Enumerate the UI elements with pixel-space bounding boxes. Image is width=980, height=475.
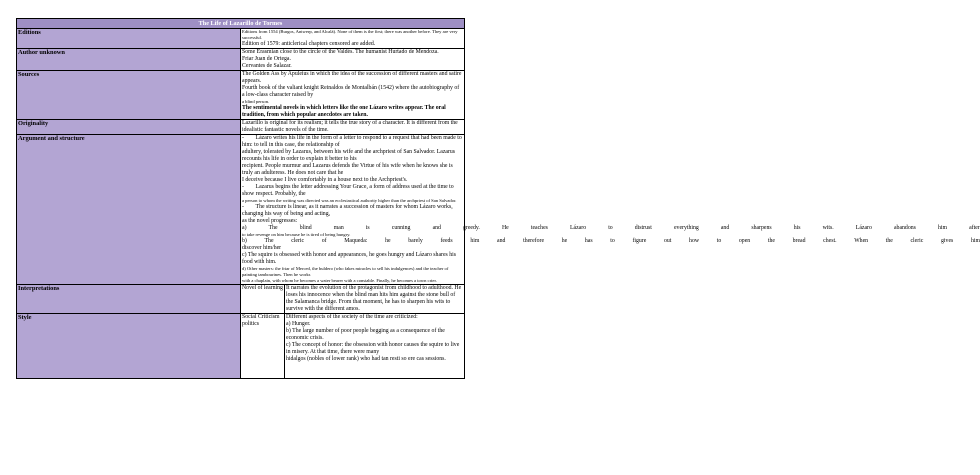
row-sources xyxy=(17,71,465,120)
b_words-word: to xyxy=(610,238,615,244)
content-sources xyxy=(241,71,465,120)
b_words-word: The xyxy=(264,238,274,244)
row-originality xyxy=(17,120,465,135)
content-editions xyxy=(241,29,465,49)
label-editions: Editions xyxy=(17,29,241,49)
b_words-word: open xyxy=(738,238,751,244)
label-style: Style xyxy=(17,314,241,379)
a_words-word: distrust xyxy=(634,225,652,231)
interpretations-type: Novel of learning xyxy=(241,285,285,313)
a_words-word: after xyxy=(969,225,980,231)
argument-p1: - Lázaro writes his life in the form of a letter to respond to a request that had been made to him: to tell in this case, the relationship of xyxy=(242,135,462,148)
argument-item-d: d) Other masters: the friar of Merced, the buldero (who fakes miracles to sell his indulgences) and the teacher of painting tambourines. Then he works xyxy=(242,266,449,277)
editions-line-1: Editions from 1554 (Burgos, Antwerp, and Alcalá). None of them is the first; there was another before. They are very successful. xyxy=(242,29,458,40)
label-author: Author unknown xyxy=(17,49,241,71)
label-sources: Sources xyxy=(17,71,241,120)
document-table-wrapper xyxy=(16,18,980,379)
sources-line-1: The Golden Ass by Apuleius in which the idea of the succession of different masters and satire appears. xyxy=(242,71,462,84)
a_words-word: cunning xyxy=(391,225,411,231)
style-item-b: b) The large number of poor people begging as a consequence of the economic crisis. xyxy=(286,328,445,341)
b_words-word: and xyxy=(497,238,506,244)
argument-item-c: c) The squire is obsessed with honor and appearances, he goes hungry and Lázaro shares his food with him. xyxy=(242,252,456,265)
content-argument xyxy=(241,135,980,285)
a_words-word: and xyxy=(432,225,441,231)
a_words-word: sharpens xyxy=(751,225,772,231)
content-originality: Lazarillo is original for its realism; it tells the true story of a character. It is different from the idealistic fantastic novels of the time. xyxy=(241,120,465,135)
a_words-word: teaches xyxy=(530,225,548,231)
a_words-word: wits. xyxy=(822,225,834,231)
a_words-word: a) xyxy=(242,225,247,231)
style-inner xyxy=(241,314,464,378)
argument-p3: - The structure is linear, as it narrates a succession of masters for whom Lázaro works, changing his way of being and acting, xyxy=(242,204,453,217)
a_words-word: and xyxy=(720,225,730,231)
b_words-word: Maqueda: xyxy=(344,238,368,244)
interpretations-text: It narrates the evolution of the protagonist from childhood to adulthood. He loses his innocence when the blind man hits him against the stone bull of the Salamanca bridge. From that moment, he has to sharpen his wits to survive with the different amos. xyxy=(286,285,462,312)
b_words-word: barely xyxy=(408,238,423,244)
b_words-word: how xyxy=(689,238,700,244)
a_words-word: abandons xyxy=(893,225,916,231)
b_words-word: has xyxy=(584,238,593,244)
author-line-3: Cervantes de Salazar. xyxy=(242,63,292,69)
style-item-c2: hidalgos (nobles of lower rank) who had tan resti so ere cas sessions. xyxy=(286,356,446,362)
b_words-word: therefore xyxy=(523,238,545,244)
b_words-word: he xyxy=(561,238,568,244)
b_words-word: bread xyxy=(792,238,806,244)
style-item-a: a) Hunger. xyxy=(286,321,311,327)
a_words-word: Lázaro xyxy=(570,225,587,231)
a_words-word: man xyxy=(333,225,344,231)
a_words-word: his xyxy=(793,225,801,231)
b_words-word: b) xyxy=(242,238,247,244)
argument-p1c: recipient. People murmur and Lazarus defends the Virtue of his wife when he knows she is truly an adulteress. He does not care that he xyxy=(242,163,453,176)
b_words-word: to xyxy=(716,238,722,244)
style-intro: Different aspects of the society of the time are criticized: xyxy=(286,314,418,320)
a_words-word: greedy. xyxy=(463,225,480,231)
label-interpretations: Interpretations xyxy=(17,285,241,314)
argument-item-b xyxy=(242,238,980,245)
author-line-1: Some Erasmian close to the circle of the Valdés. The humanist Hurtado de Mendoza. xyxy=(242,49,439,55)
b_words-word: the xyxy=(885,238,893,244)
argument-p1d: I deceive because I live comfortably in a house next to the Archpriest's. xyxy=(242,177,408,183)
b_words-word: the xyxy=(767,238,775,244)
b_words-word: figure xyxy=(632,238,647,244)
b_words-word: he xyxy=(385,238,391,244)
a_words-word: everything xyxy=(673,225,699,231)
argument-item-d2: with a chaplain, with whom he becomes a water bearer with a constable. Finally, he becomes a town crier. xyxy=(242,278,437,283)
b_words-word: cleric xyxy=(910,238,924,244)
a_words-word: Lázaro xyxy=(855,225,872,231)
b_words-word: out xyxy=(663,238,672,244)
row-argument xyxy=(17,135,465,285)
b_words-word: cleric xyxy=(291,238,305,244)
argument-p1b: adultery, tolerated by Lazarus, between his wife and the archpriest of San Salvador. Lazarus recounts his life in order to explain it better to his xyxy=(242,149,456,162)
argument-p2b: a person to whom the writing was directed was an ecclesiastical authority higher than the archpriest of San Salvador. xyxy=(242,198,457,203)
content-style xyxy=(241,314,465,379)
label-originality: Originality xyxy=(17,120,241,135)
a_words-word: He xyxy=(501,225,509,231)
a_words-word: to xyxy=(608,225,613,231)
a_words-word: The xyxy=(268,225,278,231)
b_words-word: him xyxy=(470,238,480,244)
argument-item-a2: to take revenge on him because he is tired of being hungry. xyxy=(242,232,351,237)
document-title: The Life of Lazarillo de Tormes xyxy=(17,19,465,29)
argument-item-b2: discover him/her xyxy=(242,245,282,251)
style-type: Social Criticism politics xyxy=(241,314,285,378)
author-line-2: Friar Juan de Ortega. xyxy=(242,56,291,62)
a_words-word: blind xyxy=(299,225,312,231)
argument-item-a xyxy=(242,225,980,232)
content-author xyxy=(241,49,465,71)
sources-line-3: a blind person. xyxy=(242,99,270,104)
argument-p2: - Lazarus begins the letter addressing Your Grace, a form of address used at the time to show respect. Probably, the xyxy=(242,184,454,197)
lazarillo-summary-table xyxy=(16,18,980,379)
argument-p3b: as the novel progresses: xyxy=(242,218,298,224)
a_words-word: him xyxy=(937,225,948,231)
row-interpretations xyxy=(17,285,465,314)
label-argument: Argument and structure xyxy=(17,135,241,285)
row-style xyxy=(17,314,465,379)
editions-line-2: Edition of 1579: anticlerical chapters censored are added. xyxy=(242,41,376,47)
sources-line-2: Fourth book of the valiant knight Reinaldos de Montalbán (1542) where the autobiography of a low-class character raised by xyxy=(242,85,460,98)
title-row xyxy=(17,19,465,29)
interpretations-inner xyxy=(241,285,464,313)
a_words-word: is xyxy=(365,225,370,231)
b_words-word: chest. xyxy=(823,238,837,244)
b_words-word: him xyxy=(970,238,980,244)
content-interpretations xyxy=(241,285,465,314)
b_words-word: feeds xyxy=(440,238,453,244)
row-author xyxy=(17,49,465,71)
b_words-word: of xyxy=(321,238,327,244)
style-text xyxy=(285,314,465,378)
b_words-word: When xyxy=(854,238,869,244)
b_words-word: gives xyxy=(941,238,954,244)
sources-line-4: The sentimental novels in which letters like the one Lázaro writes appear. The oral tradition, from which popular anecdotes are taken. xyxy=(242,105,446,118)
row-editions xyxy=(17,29,465,49)
style-item-c: c) The concept of honor: the obsession with honor causes the squire to live in misery. At that time, there were many xyxy=(286,342,460,355)
